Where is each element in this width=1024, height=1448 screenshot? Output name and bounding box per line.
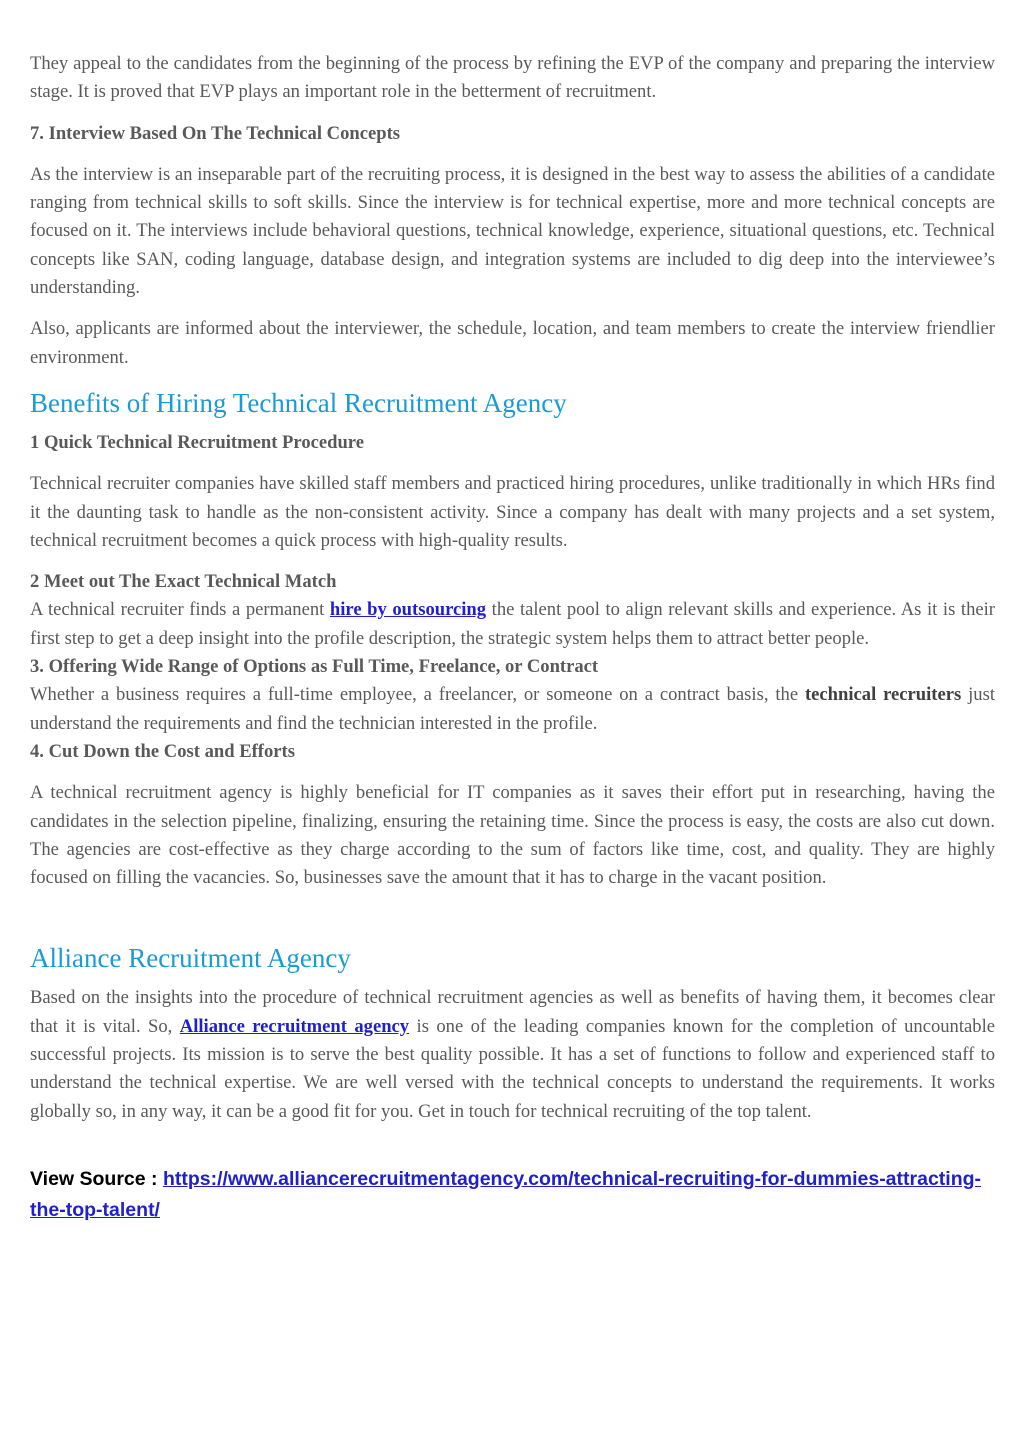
benefit-4-heading: 4. Cut Down the Cost and Efforts [30,740,295,762]
view-source-label: View Source : [30,1167,163,1190]
benefit-3-heading: 3. Offering Wide Range of Options as Full Time, Freelance, or Contract [30,656,599,678]
section-7-paragraph-2: Also, applicants are informed about the interviewer, the schedule, location, and team members to create the interview friendlier environment. [30,318,995,368]
benefit-2-paragraph [30,596,995,653]
intro-paragraph: They appeal to the candidates from the beginning of the process by refining the EVP of the company and preparing the interview stage. It is proved that EVP plays an important role in the betterment of recruitment. [30,53,995,103]
benefit-3-paragraph [30,681,995,738]
view-source-line [30,1164,995,1226]
benefit-4-paragraph: A technical recruitment agency is highly beneficial for IT companies as it saves their effort put in researching, having the candidates in the selection pipeline, finalizing, ensuring the retaining time. Since the process is easy, the costs are also cut down. The agencies are cost-effective as they charge according to the sum of factors like time, cost, and quality. They are highly focused on filling the vacancies. So, businesses save the amount that it has to charge in the vacant position. [30,782,995,889]
alliance-recruitment-agency-link[interactable]: Alliance recruitment agency [179,1015,410,1037]
document-page [30,50,995,1226]
benefits-title: Benefits of Hiring Technical Recruitment Agency [30,387,567,418]
technical-recruiters-keyword: technical recruiters [804,684,962,706]
source-url-link[interactable]: https://www.alliancerecruitmentagency.com/technical-recruiting-for-dummies-attracting-the-top-talent/ [30,1167,982,1221]
benefit-1-heading: 1 Quick Technical Recruitment Procedure [30,431,364,453]
section-7-heading: 7. Interview Based On The Technical Concepts [30,122,401,144]
benefit-3-text-before: Whether a business requires a full-time employee, a freelancer, or someone on a contract basis, the [30,684,805,706]
alliance-text-before: Based on the insights into the procedure of technical recruitment agencies as well as benefits of having them, it becomes clear that it is vital. So, [30,987,995,1037]
benefit-1-paragraph: Technical recruiter companies have skilled staff members and practiced hiring procedures, unlike traditionally in which HRs find it the daunting task to handle as the non-consistent activity. Since a company has dealt with many projects and a set system, technical recruitment becomes a quick process with high-quality results. [30,473,995,551]
alliance-title: Alliance Recruitment Agency [30,943,351,974]
alliance-paragraph [30,984,995,1125]
benefit-3-text-after: just understand the requirements and find the technician interested in the profile. [30,684,996,734]
benefit-2-text-before: A technical recruiter finds a permanent [30,599,330,621]
benefit-2-heading: 2 Meet out The Exact Technical Match [30,571,337,593]
alliance-text-after: is one of the leading companies known for the completion of uncountable successful projects. Its mission is to serve the best quality possible. It has a set of functions to follow and experienced staff to understand the technical expertise. We are well versed with the technical concepts to understand the requirements. It works globally so, in any way, it can be a good fit for you. Get in touch for technical recruiting of the top talent. [30,1015,995,1122]
hire-by-outsourcing-link[interactable]: hire by outsourcing [329,599,487,621]
section-7-paragraph-1: As the interview is an inseparable part of the recruiting process, it is designed in the best way to assess the abilities of a candidate ranging from technical skills to soft skills. Since the interview is for technical expertise, more and more technical concepts are focused on it. The interviews include behavioral questions, technical knowledge, experience, situational questions, etc. Technical concepts like SAN, coding language, database design, and integration systems are included to dig deep into the interviewee’s understanding. [30,163,995,299]
benefit-2-text-after: the talent pool to align relevant skills and experience. As it is their first step to get a deep insight into the profile description, the strategic system helps them to attract better people. [30,599,995,649]
